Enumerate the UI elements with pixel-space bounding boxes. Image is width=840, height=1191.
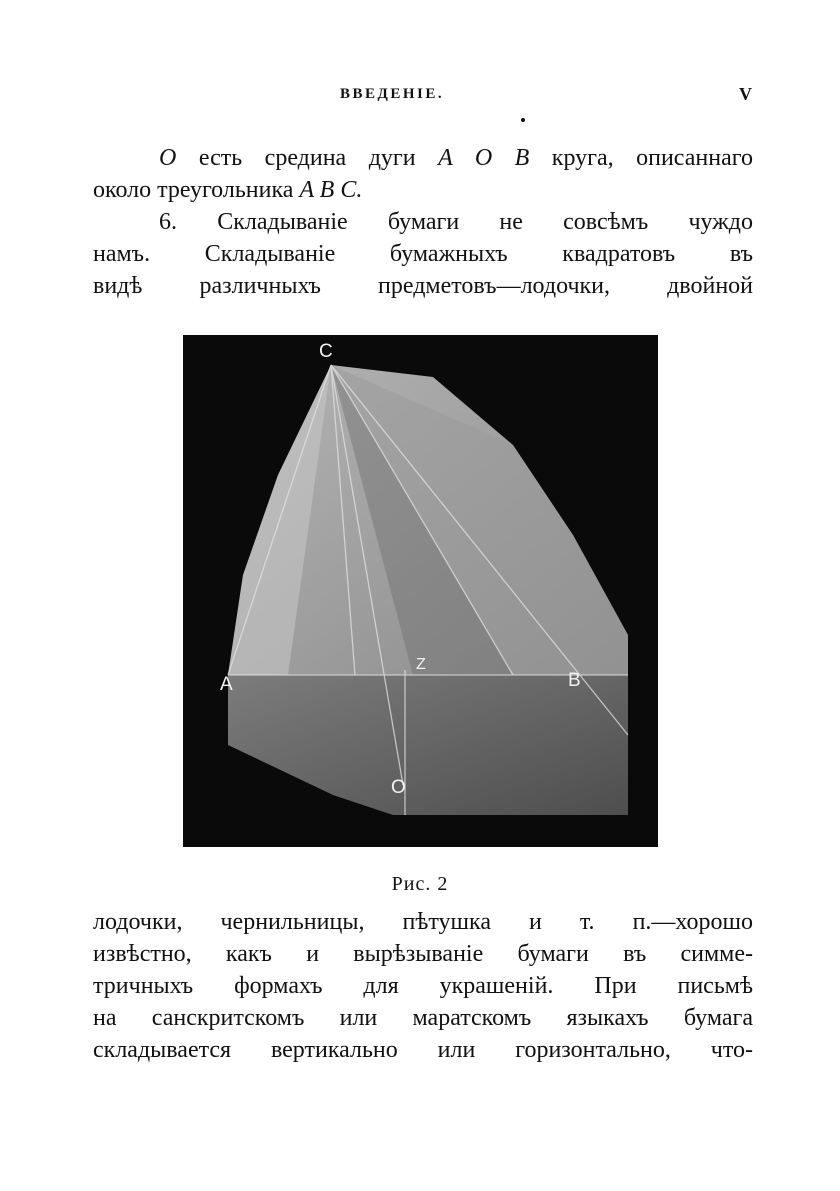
arc-aob: A O B <box>438 145 530 171</box>
text-line: складывается вертикально или горизонтально, что- <box>93 1037 753 1063</box>
figure-caption: Рис. 2 <box>391 873 449 895</box>
figure-label-c: C <box>319 341 333 362</box>
text-segment: есть средина дуги <box>176 145 439 171</box>
text-line: намъ. Складываніе бумажныхъ квадратовъ въ <box>93 241 753 267</box>
text-line: видѣ различныхъ предметовъ—лодочки, двойной <box>93 273 753 299</box>
text-block-top <box>93 142 753 302</box>
figure-photo <box>183 335 658 847</box>
text-line: тричныхъ формахъ для украшеній. При письмѣ <box>93 973 753 999</box>
text-line <box>93 174 753 206</box>
text-line: 6. Складываніе бумаги не совсѣмъ чуждо <box>159 209 753 235</box>
figure-label-o: O <box>391 777 406 798</box>
point-o: O <box>159 145 177 171</box>
stray-dot <box>521 118 525 122</box>
text-line <box>93 142 753 174</box>
text-line: лодочки, чернильницы, пѣтушка и т. п.—хорошо <box>93 909 753 935</box>
running-title: ВВЕДЕНІЕ. <box>340 86 445 102</box>
folded-paper-illustration <box>183 335 658 847</box>
text-line: извѣстно, какъ и вырѣзываніе бумаги въ симме- <box>93 941 753 967</box>
triangle-abc: A B C. <box>299 177 363 203</box>
figure-label-z: Z <box>416 656 426 673</box>
text-block-bottom <box>93 906 753 1066</box>
text-line: на санскритскомъ или маратскомъ языкахъ бумага <box>93 1005 753 1031</box>
figure-label-a: A <box>220 674 233 695</box>
text-segment: круга, описаннаго <box>529 145 753 171</box>
figure-label-b: B <box>568 670 581 691</box>
page-number: V <box>739 84 752 104</box>
text-segment: около треугольника <box>93 177 300 203</box>
